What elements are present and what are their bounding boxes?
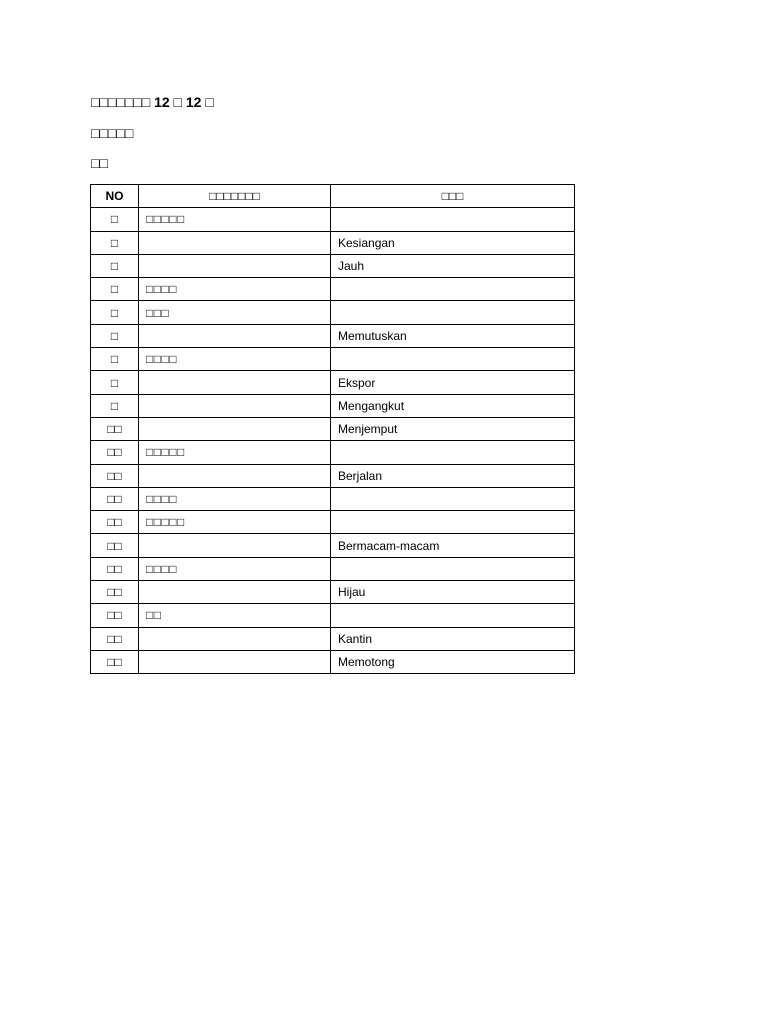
japanese-cell xyxy=(139,231,331,254)
indonesian-cell: Memotong xyxy=(331,650,575,673)
japanese-cell: □□□□ xyxy=(139,348,331,371)
japanese-cell xyxy=(139,581,331,604)
indonesian-cell xyxy=(331,208,575,231)
table-row xyxy=(91,511,575,534)
row-number: □ xyxy=(91,254,139,277)
table-row xyxy=(91,627,575,650)
document-section-label: □□ xyxy=(91,155,108,171)
row-number: □□ xyxy=(91,487,139,510)
table-row xyxy=(91,557,575,580)
row-number: □ xyxy=(91,348,139,371)
indonesian-cell: Kesiangan xyxy=(331,231,575,254)
table-row xyxy=(91,231,575,254)
japanese-cell xyxy=(139,650,331,673)
row-number: □□ xyxy=(91,604,139,627)
japanese-cell: □□□□ xyxy=(139,557,331,580)
table-row xyxy=(91,534,575,557)
japanese-cell xyxy=(139,254,331,277)
table-row xyxy=(91,301,575,324)
indonesian-cell: Ekspor xyxy=(331,371,575,394)
japanese-cell: □□□□ xyxy=(139,487,331,510)
japanese-cell xyxy=(139,534,331,557)
japanese-cell xyxy=(139,371,331,394)
table-row xyxy=(91,371,575,394)
japanese-cell xyxy=(139,417,331,440)
header-japanese: □□□□□□□ xyxy=(139,185,331,208)
indonesian-cell: Mengangkut xyxy=(331,394,575,417)
japanese-cell xyxy=(139,627,331,650)
row-number: □ xyxy=(91,231,139,254)
table-row xyxy=(91,208,575,231)
table-row xyxy=(91,348,575,371)
japanese-cell xyxy=(139,394,331,417)
japanese-cell xyxy=(139,324,331,347)
indonesian-cell xyxy=(331,278,575,301)
indonesian-cell xyxy=(331,557,575,580)
row-number: □□ xyxy=(91,581,139,604)
indonesian-cell: Bermacam-macam xyxy=(331,534,575,557)
indonesian-cell xyxy=(331,301,575,324)
header-indonesian: □□□ xyxy=(331,185,575,208)
indonesian-cell xyxy=(331,511,575,534)
row-number: □ xyxy=(91,301,139,324)
row-number: □□ xyxy=(91,557,139,580)
row-number: □ xyxy=(91,371,139,394)
table-row xyxy=(91,487,575,510)
table-row xyxy=(91,417,575,440)
japanese-cell: □□□□□ xyxy=(139,441,331,464)
row-number: □ xyxy=(91,394,139,417)
row-number: □□ xyxy=(91,534,139,557)
row-number: □□ xyxy=(91,511,139,534)
row-number: □□ xyxy=(91,464,139,487)
japanese-cell: □□□ xyxy=(139,301,331,324)
row-number: □ xyxy=(91,208,139,231)
row-number: □□ xyxy=(91,650,139,673)
japanese-cell: □□□□ xyxy=(139,278,331,301)
row-number: □ xyxy=(91,278,139,301)
indonesian-cell: Menjemput xyxy=(331,417,575,440)
table-row xyxy=(91,581,575,604)
row-number: □ xyxy=(91,324,139,347)
row-number: □□ xyxy=(91,441,139,464)
table-row xyxy=(91,254,575,277)
row-number: □□ xyxy=(91,417,139,440)
table-row xyxy=(91,650,575,673)
table-body xyxy=(91,208,575,674)
indonesian-cell xyxy=(331,348,575,371)
table-row xyxy=(91,278,575,301)
table-header-row xyxy=(91,185,575,208)
indonesian-cell: Berjalan xyxy=(331,464,575,487)
indonesian-cell xyxy=(331,441,575,464)
document-title: □□□□□□□ 12 □ 12 □ xyxy=(91,94,214,110)
japanese-cell: □□ xyxy=(139,604,331,627)
indonesian-cell: Hijau xyxy=(331,581,575,604)
indonesian-cell: Memutuskan xyxy=(331,324,575,347)
japanese-cell: □□□□□ xyxy=(139,511,331,534)
row-number: □□ xyxy=(91,627,139,650)
vocabulary-table xyxy=(90,184,575,674)
header-no: NO xyxy=(91,185,139,208)
document-subtitle: □□□□□ xyxy=(91,125,134,141)
table-row xyxy=(91,394,575,417)
table-row xyxy=(91,604,575,627)
japanese-cell: □□□□□ xyxy=(139,208,331,231)
indonesian-cell: Kantin xyxy=(331,627,575,650)
table-row xyxy=(91,324,575,347)
indonesian-cell: Jauh xyxy=(331,254,575,277)
table-row xyxy=(91,441,575,464)
table-row xyxy=(91,464,575,487)
indonesian-cell xyxy=(331,487,575,510)
indonesian-cell xyxy=(331,604,575,627)
japanese-cell xyxy=(139,464,331,487)
